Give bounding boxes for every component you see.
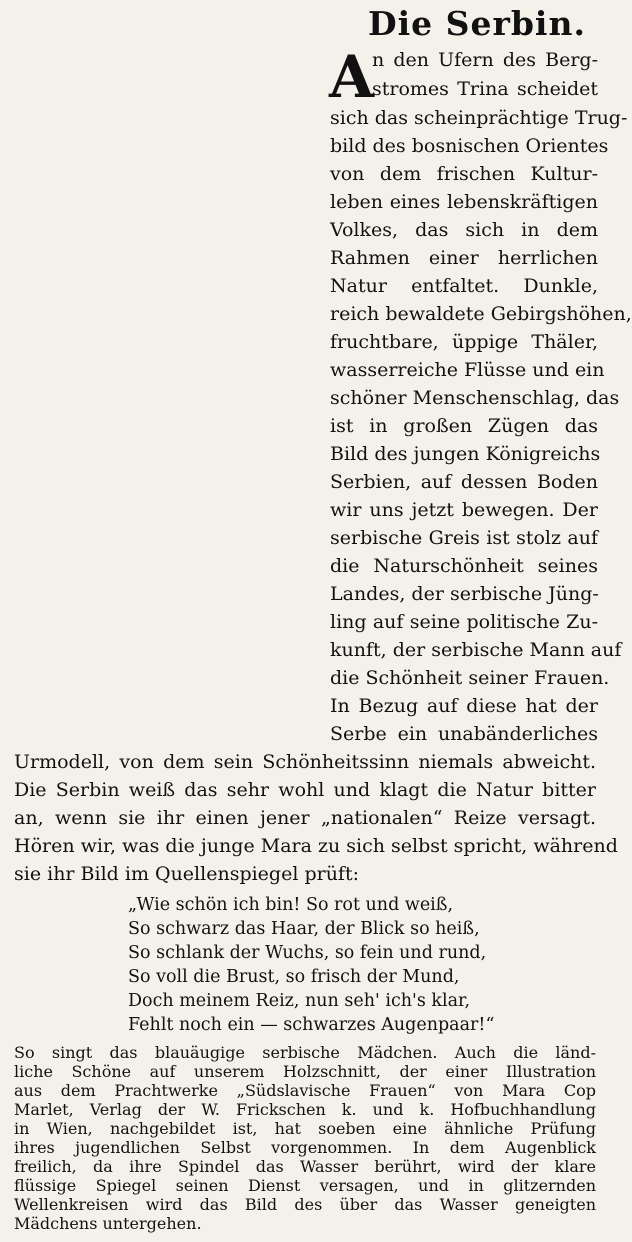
column-text-line: die Naturschönheit seines — [330, 555, 598, 577]
column-text-line: stromes Trina scheidet — [372, 78, 598, 100]
body-text-line: ihres jugendlichen Selbst vorgenommen. In dem Augenblick — [14, 1138, 596, 1157]
body-text-line: flüssige Spiegel seinen Dienst versagen, und in glitzernden — [14, 1176, 596, 1195]
body-text-line: an, wenn sie ihr einen jener „nationalen“ Reize versagt. — [14, 807, 596, 829]
column-text-line: Landes, der serbische Jüng- — [330, 583, 599, 605]
body-text-line: freilich, da ihre Spindel das Wasser berührt, wird der klare — [14, 1157, 596, 1176]
body-text-line: Die Serbin weiß das sehr wohl und klagt die Natur bitter — [14, 779, 596, 801]
drop-cap-initial: A — [329, 43, 375, 111]
poem-line: Fehlt noch ein — schwarzes Augenpaar!“ — [128, 1015, 495, 1035]
body-text-line: aus dem Prachtwerke „Südslavische Frauen“ von Mara Cop — [14, 1081, 596, 1100]
poem-line: So schlank der Wuchs, so fein und rund, — [128, 943, 487, 963]
poem-line: Doch meinem Reiz, nun seh' ich's klar, — [128, 991, 471, 1011]
column-text-line: kunft, der serbische Mann auf — [330, 639, 622, 661]
column-text-line: Rahmen einer herrlichen — [330, 247, 598, 269]
column-text-line: In Bezug auf diese hat der — [330, 695, 598, 717]
column-text-line: sich das scheinprächtige Trug- — [330, 107, 628, 129]
body-text-line: Urmodell, von dem sein Schönheitssinn niemals abweicht. — [14, 751, 596, 773]
body-text-line: sie ihr Bild im Quellenspiegel prüft: — [14, 863, 359, 885]
body-text-line: Marlet, Verlag der W. Frickschen k. und k. Hofbuchhandlung — [14, 1100, 596, 1119]
column-text-line: schöner Menschenschlag, das — [330, 387, 620, 409]
body-text-line: Hören wir, was die junge Mara zu sich selbst spricht, während — [14, 835, 618, 857]
column-text-line: ling auf seine politische Zu- — [330, 611, 598, 633]
column-text-line: bild des bosnischen Orientes — [330, 135, 609, 157]
column-text-line: Natur entfaltet. Dunkle, — [330, 275, 598, 297]
column-text-line: serbische Greis ist stolz auf — [330, 527, 598, 549]
column-text-line: n den Ufern des Berg- — [372, 49, 598, 71]
column-text-line: Bild des jungen Königreichs — [330, 443, 601, 465]
column-text-line: ist in großen Zügen das — [330, 415, 598, 437]
body-text-line: in Wien, nachgebildet ist, hat soeben eine ähnliche Prüfung — [14, 1119, 596, 1138]
poem-line: „Wie schön ich bin! So rot und weiß, — [128, 895, 454, 915]
poem-line: So voll die Brust, so frisch der Mund, — [128, 967, 460, 987]
column-text-line: Serbien, auf dessen Boden — [330, 471, 598, 493]
column-text-line: von dem frischen Kultur- — [330, 163, 598, 185]
body-text-line: Wellenkreisen wird das Bild des über das Wasser geneigten — [14, 1195, 596, 1214]
column-text-line: Volkes, das sich in dem — [330, 219, 598, 241]
column-text-line: leben eines lebenskräftigen — [330, 191, 598, 213]
body-text-line: liche Schöne auf unserem Holzschnitt, der einer Illustration — [14, 1062, 596, 1081]
body-text-line: Mädchens untergehen. — [14, 1214, 202, 1233]
column-text-line: wir uns jetzt bewegen. Der — [330, 499, 598, 521]
column-text-line: Serbe ein unabänderliches — [330, 723, 598, 745]
body-text-line: So singt das blauäugige serbische Mädchen. Auch die länd- — [14, 1043, 596, 1062]
column-text-line: die Schönheit seiner Frauen. — [330, 667, 610, 689]
article-title: Die Serbin. — [368, 4, 586, 43]
poem-line: So schwarz das Haar, der Blick so heiß, — [128, 919, 480, 939]
column-text-line: reich bewaldete Gebirgshöhen, — [330, 303, 632, 325]
column-text-line: fruchtbare, üppige Thäler, — [330, 331, 598, 353]
column-text-line: wasserreiche Flüsse und ein — [330, 359, 605, 381]
